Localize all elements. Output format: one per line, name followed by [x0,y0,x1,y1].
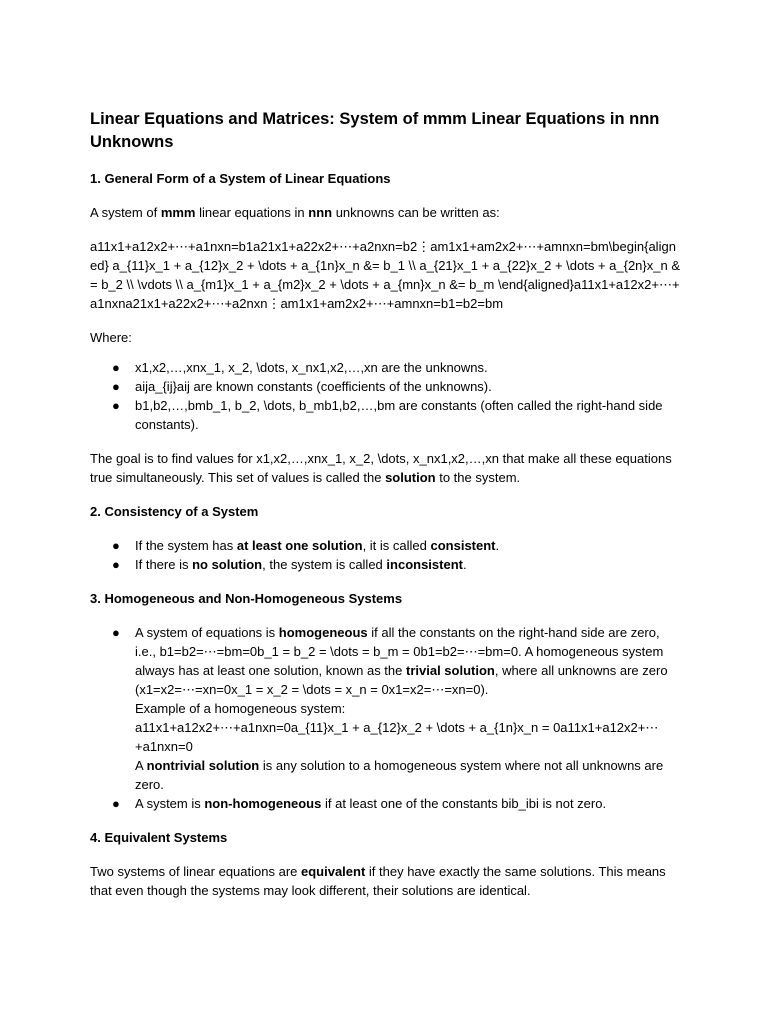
list-item [112,377,680,396]
goal-text: to the system. [435,470,521,485]
bullet-icon: ● [112,379,120,394]
list-item-text: b1,b2,…,bmb_1, b_2, \dots, b_mb1,b2,…,bm are constants (often called the right-hand side constants). [135,398,663,432]
list-item-text: A system is [135,796,205,811]
list-item-bold: at least one solution [236,538,363,553]
intro-text: linear equations in [195,205,309,220]
list-item-text: A system of equations is [135,625,279,640]
list-item-bold: consistent [430,538,496,553]
section-heading-consistency: 2. Consistency of a System [90,504,259,519]
list-item-bold: homogeneous [278,625,368,640]
list-item-bold: nontrivial solution [146,758,260,773]
list-item-text: , where all unknowns are zero (x1=x2=⋯=xn=0x_1 = x_2 = \dots = x_n = 0x1=x2=⋯=xn=0). [135,663,668,697]
list-item-text: aija_{ij}aij are known constants (coefficients of the unknowns). [135,379,492,394]
consistency-list [90,536,680,574]
example-label: Example of a homogeneous system: [135,701,346,716]
unknowns-list [90,358,680,434]
list-item-text: if at least one of the constants bib_ibi is not zero. [321,796,607,811]
list-item-text: . [462,557,467,572]
nontrivial-sentence [135,756,680,794]
bullet-icon: ● [112,625,120,640]
list-item-text: x1,x2,…,xnx_1, x_2, \dots, x_nx1,x2,…,xn are the unknowns. [135,360,488,375]
section-heading-general-form: 1. General Form of a System of Linear Equations [90,171,391,186]
intro-text: unknowns can be written as: [332,205,500,220]
list-item [112,396,680,434]
goal-text: The goal is to find values for x1,x2,…,xnx_1, x_2, \dots, x_nx1,x2,…,xn that make all these equations true simultaneously. This set of values is called the [90,451,672,485]
list-item-text: is any solution to a homogeneous system where not all unknowns are zero. [135,758,664,792]
list-item [112,536,680,555]
list-item-text: If the system has [135,538,237,553]
general-form-intro [90,203,680,222]
list-item-bold: non-homogeneous [204,796,322,811]
list-item [112,555,680,574]
list-item-text: , the system is called [262,557,387,572]
where-label: Where: [90,330,132,345]
intro-bold-n: nnn [308,205,333,220]
paragraph-text: Two systems of linear equations are [90,864,301,879]
list-item-bold: no solution [192,557,263,572]
intro-bold-m: mmm [160,205,196,220]
bullet-icon: ● [112,557,120,572]
paragraph-bold: equivalent [301,864,366,879]
bullet-icon: ● [112,360,120,375]
list-item-bold: inconsistent [386,557,463,572]
list-item [112,623,680,794]
list-item-text: . [495,538,500,553]
bullet-icon: ● [112,538,120,553]
list-item-text: , it is called [362,538,431,553]
paragraph-text: if they have exactly the same solutions. This means that even though the systems may look different, their solutions are identical. [90,864,666,898]
section-heading-homogeneous: 3. Homogeneous and Non-Homogeneous Systems [90,591,403,606]
list-item-bold: trivial solution [406,663,495,678]
bullet-icon: ● [112,796,120,811]
list-item [112,358,680,377]
list-item [112,794,680,813]
equivalent-paragraph [90,862,680,900]
bullet-icon: ● [112,398,120,413]
document-title: Linear Equations and Matrices: System of mmm Linear Equations in nnn Unknowns [90,110,660,151]
list-item-text: if all the constants on the right-hand side are zero, i.e., b1=b2=⋯=bm=0b_1 = b_2 = \dots = b_m = 0b1=b2=⋯=bm=0. A homogeneous system always has at least one solution, known as the [135,625,664,678]
section-heading-equivalent: 4. Equivalent Systems [90,830,228,845]
homogeneous-list [90,623,680,813]
general-form-formula: a11x1+a12x2+⋯+a1nxn=b1a21x1+a22x2+⋯+a2nxn=b2⋮am1x1+am2x2+⋯+amnxn=bm\begin{aligned} a_{11}x_1 + a_{12}x_2 + \dots + a_{1n}x_n &= b_1 \\ a_{21}x_1 + a_{22}x_2 + \dots + a_{2n}x_n &= b_2 \\ \vdots \\ a_{m1}x_1 + a_{m2}x_2 + \dots + a_{mn}x_n &= b_m \end{aligned}a11x1+a12x2+⋯+a1nxna21x1+a22x2+⋯+a2nxn⋮am1x1+am2x2+⋯+amnxn=b1=b2=bm [90,239,680,311]
list-item-text: If there is [135,557,193,572]
list-item-text: A [135,758,147,773]
goal-bold: solution [385,470,436,485]
example-formula: a11x1+a12x2+⋯+a1nxn=0a_{11}x_1 + a_{12}x_2 + \dots + a_{1n}x_n = 0a11x1+a12x2+⋯+a1nxn=0 [135,720,659,754]
intro-text: A system of [90,205,161,220]
goal-paragraph [90,449,680,487]
document-body [90,108,680,915]
